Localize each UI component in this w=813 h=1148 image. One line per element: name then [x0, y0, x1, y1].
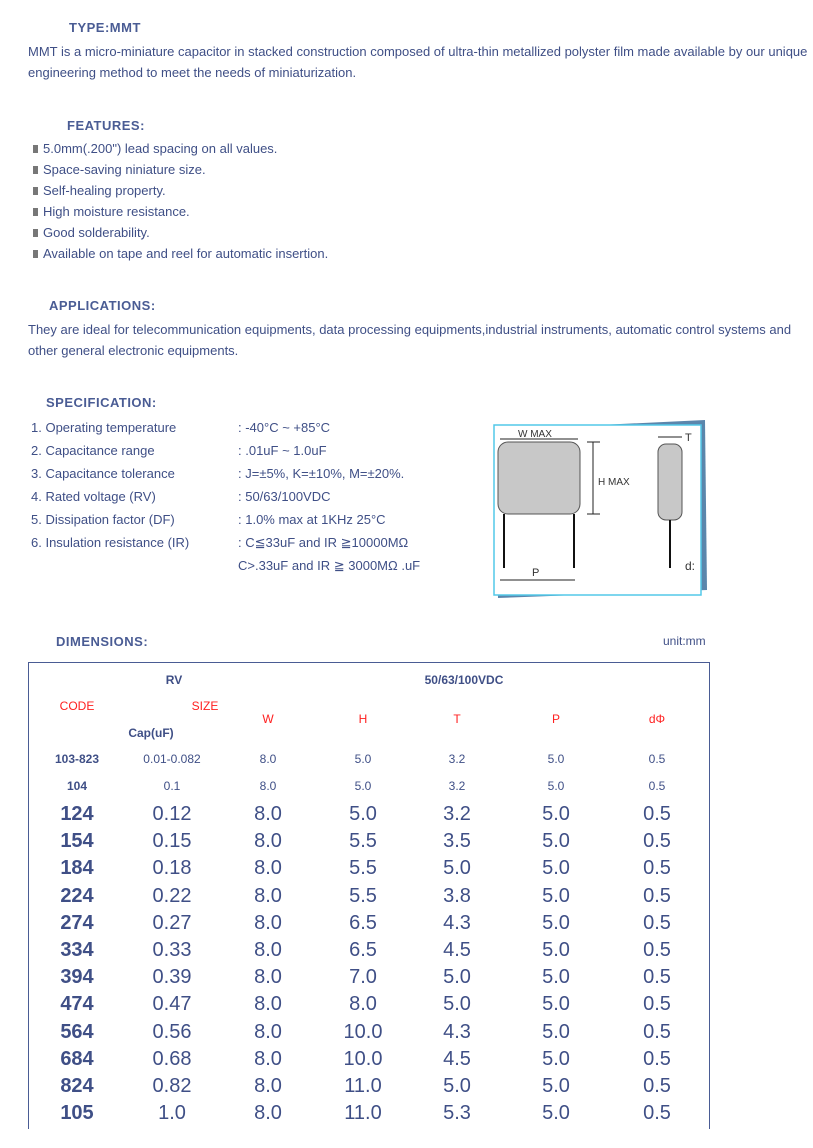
cap-header: Cap(uF): [128, 726, 174, 740]
table-cell: 5.0: [443, 993, 471, 1016]
table-cell: 5.0: [349, 803, 377, 825]
table-cell: 0.5: [643, 911, 671, 934]
h-max-label: H MAX: [598, 477, 630, 488]
spec-value: : 1.0% max at 1KHz 25°C: [238, 512, 386, 527]
feature-item: [33, 201, 328, 222]
feature-text: Self-healing property.: [43, 183, 166, 198]
table-cell: 0.1: [163, 779, 181, 793]
applications-heading: APPLICATIONS:: [49, 298, 156, 313]
col-header: H: [358, 712, 368, 726]
table-cell: 0.47: [152, 993, 192, 1016]
table-cell: 0.39: [152, 966, 192, 989]
spec-label: 5. Dissipation factor (DF): [31, 512, 175, 527]
spec-label: 6. Insulation resistance (IR): [31, 535, 190, 550]
feature-text: Space-saving niniature size.: [43, 162, 206, 177]
table-cell: 6.5: [349, 939, 377, 961]
code-cell: 184: [60, 857, 94, 880]
table-cell: 5.0: [542, 830, 570, 853]
table-cell: 1.0: [158, 1102, 186, 1125]
code-cell: 564: [60, 1020, 94, 1043]
table-cell: 3.2: [448, 752, 466, 766]
code-cell: 104: [66, 779, 88, 793]
col-header: dΦ: [648, 712, 666, 726]
spec-value: : C≦33uF and IR ≧10000MΩ: [238, 535, 409, 550]
code-cell: 224: [60, 884, 94, 907]
code-cell: 474: [60, 993, 94, 1016]
table-cell: 0.27: [152, 911, 192, 934]
table-cell: 8.0: [254, 857, 282, 880]
table-cell: 8.0: [254, 911, 282, 934]
table-cell: 5.5: [349, 857, 377, 880]
table-cell: 0.5: [643, 966, 671, 989]
spec-row: [31, 416, 408, 439]
table-cell: 4.5: [443, 939, 471, 961]
unit-label: unit:mm: [663, 634, 706, 648]
table-cell: 3.2: [448, 779, 466, 793]
col-header: P: [551, 712, 561, 726]
spec-label: 4. Rated voltage (RV): [31, 489, 156, 504]
table-cell: 5.5: [349, 884, 377, 907]
code-cell: 105: [60, 1102, 94, 1125]
table-cell: 5.0: [542, 1102, 570, 1125]
code-cell: 124: [60, 803, 94, 825]
table-cell: 8.0: [349, 993, 377, 1016]
code-cell: 394: [60, 966, 94, 989]
table-cell: 3.2: [443, 803, 471, 825]
feature-item: [33, 222, 328, 243]
table-cell: 0.12: [152, 803, 192, 825]
table-cell: 0.5: [643, 939, 671, 961]
table-cell: 8.0: [254, 884, 282, 907]
col-header: T: [453, 712, 461, 726]
code-cell: 824: [60, 1075, 94, 1097]
table-cell: 0.5: [643, 884, 671, 907]
intro-text: MMT is a micro-miniature capacitor in stacked construction composed of ultra-thin metallized polyster film made available by our unique engineering method to meet the needs of miniaturization.: [28, 44, 808, 80]
table-cell: 0.68: [152, 1047, 192, 1070]
table-cell: 8.0: [254, 1047, 282, 1070]
bullet-icon: [33, 145, 38, 153]
bullet-icon: [33, 229, 38, 237]
table-cell: 5.0: [354, 779, 372, 793]
table-cell: 6.5: [349, 911, 377, 934]
table-cell: 8.0: [254, 830, 282, 853]
table-cell: 8.0: [254, 1075, 282, 1097]
p-label: P: [532, 567, 540, 579]
specification-list: [31, 416, 408, 554]
table-cell: 5.3: [443, 1102, 471, 1125]
spec-extra: C>.33uF and IR ≧ 3000MΩ .uF: [238, 558, 421, 573]
table-cell: 5.0: [443, 1075, 471, 1097]
table-cell: 4.3: [443, 911, 471, 934]
table-cell: 8.0: [254, 993, 282, 1016]
table-cell: 8.0: [259, 779, 277, 793]
table-cell: 5.0: [542, 1020, 570, 1043]
table-cell: 8.0: [254, 1020, 282, 1043]
table-cell: 5.0: [542, 966, 570, 989]
rv-value-header: 50/63/100VDC: [424, 673, 504, 687]
table-cell: 0.5: [643, 1102, 671, 1125]
feature-item: [33, 138, 328, 159]
bullet-icon: [33, 187, 38, 195]
spec-value: : 50/63/100VDC: [238, 489, 331, 504]
code-cell: 334: [60, 939, 94, 961]
table-cell: 5.0: [443, 857, 471, 880]
table-cell: 0.15: [152, 830, 192, 853]
table-cell: 10.0: [343, 1020, 383, 1043]
table-cell: 0.56: [152, 1020, 192, 1043]
code-cell: 684: [60, 1047, 94, 1070]
table-cell: 0.5: [648, 752, 666, 766]
features-list: [33, 138, 328, 264]
table-cell: 5.0: [354, 752, 372, 766]
spec-value: : -40°C ~ +85°C: [238, 420, 331, 435]
rv-header: RV: [165, 673, 183, 687]
feature-item: [33, 159, 328, 180]
table-cell: 5.0: [542, 1075, 570, 1097]
features-heading: FEATURES:: [67, 118, 145, 133]
feature-item: [33, 180, 328, 201]
w-max-label: W MAX: [518, 429, 552, 440]
table-cell: 7.0: [349, 966, 377, 989]
spec-row: [31, 531, 408, 554]
table-cell: 0.5: [643, 993, 671, 1016]
table-cell: 0.01-0.082: [143, 752, 201, 766]
dimensions-heading: DIMENSIONS:: [56, 634, 149, 649]
table-cell: 5.0: [542, 857, 570, 880]
table-cell: 5.0: [542, 803, 570, 825]
code-header: CODE: [59, 699, 95, 713]
bullet-icon: [33, 250, 38, 258]
applications-text: They are ideal for telecommunication equipments, data processing equipments,industrial instruments, automatic control systems and other general electronic equipments.: [28, 322, 792, 358]
spec-value: : J=±5%, K=±10%, M=±20%.: [238, 466, 405, 481]
spec-row: [31, 508, 408, 531]
capacitor-diagram: [490, 420, 720, 600]
table-cell: 0.5: [643, 857, 671, 880]
table-cell: 4.3: [443, 1020, 471, 1043]
table-cell: 0.5: [643, 1020, 671, 1043]
spec-row: [31, 485, 408, 508]
table-cell: 8.0: [254, 966, 282, 989]
feature-text: Available on tape and reel for automatic insertion.: [43, 246, 329, 261]
code-cell: 154: [60, 830, 94, 853]
table-cell: 10.0: [343, 1047, 383, 1070]
spec-label: 3. Capacitance tolerance: [31, 466, 175, 481]
table-cell: 11.0: [344, 1075, 382, 1097]
table-cell: 5.0: [542, 884, 570, 907]
table-cell: 0.5: [643, 830, 671, 853]
table-cell: 0.33: [152, 939, 192, 961]
feature-text: High moisture resistance.: [43, 204, 190, 219]
table-cell: 8.0: [254, 1102, 282, 1125]
bullet-icon: [33, 166, 38, 174]
bullet-icon: [33, 208, 38, 216]
code-cell: 274: [60, 911, 94, 934]
table-cell: 3.8: [443, 884, 471, 907]
feature-text: 5.0mm(.200") lead spacing on all values.: [43, 141, 278, 156]
feature-text: Good solderability.: [43, 225, 150, 240]
table-cell: 5.5: [349, 830, 377, 853]
table-cell: 0.5: [648, 779, 666, 793]
table-cell: 8.0: [259, 752, 277, 766]
type-heading: TYPE:MMT: [69, 20, 141, 35]
table-cell: 0.5: [643, 803, 671, 825]
size-header: SIZE: [191, 699, 219, 713]
code-cell: 103-823: [54, 752, 100, 766]
table-cell: 5.0: [547, 779, 565, 793]
spec-value: : .01uF ~ 1.0uF: [238, 443, 327, 458]
table-cell: 0.82: [152, 1075, 192, 1097]
spec-label: 1. Operating temperature: [31, 420, 177, 435]
table-cell: 5.0: [542, 993, 570, 1016]
table-cell: 0.18: [152, 857, 192, 880]
t-label: T: [685, 432, 692, 444]
table-cell: 0.22: [152, 884, 192, 907]
table-cell: 11.0: [344, 1102, 382, 1125]
feature-item: [33, 243, 328, 264]
table-cell: 5.0: [542, 911, 570, 934]
table-cell: 5.0: [547, 752, 565, 766]
table-cell: 5.0: [443, 966, 471, 989]
table-cell: 0.5: [643, 1075, 671, 1097]
d-label: d:: [685, 559, 696, 573]
table-cell: 4.5: [443, 1047, 471, 1070]
dimensions-table: [28, 662, 710, 1129]
spec-row: [31, 462, 408, 485]
table-cell: 8.0: [254, 803, 282, 825]
specification-heading: SPECIFICATION:: [46, 395, 157, 410]
col-header: W: [262, 712, 274, 726]
spec-row: [31, 439, 408, 462]
spec-label: 2. Capacitance range: [31, 443, 155, 458]
table-cell: 5.0: [542, 1047, 570, 1070]
table-cell: 3.5: [443, 830, 471, 853]
table-cell: 8.0: [254, 939, 282, 961]
table-cell: 5.0: [542, 939, 570, 961]
table-cell: 0.5: [643, 1047, 671, 1070]
